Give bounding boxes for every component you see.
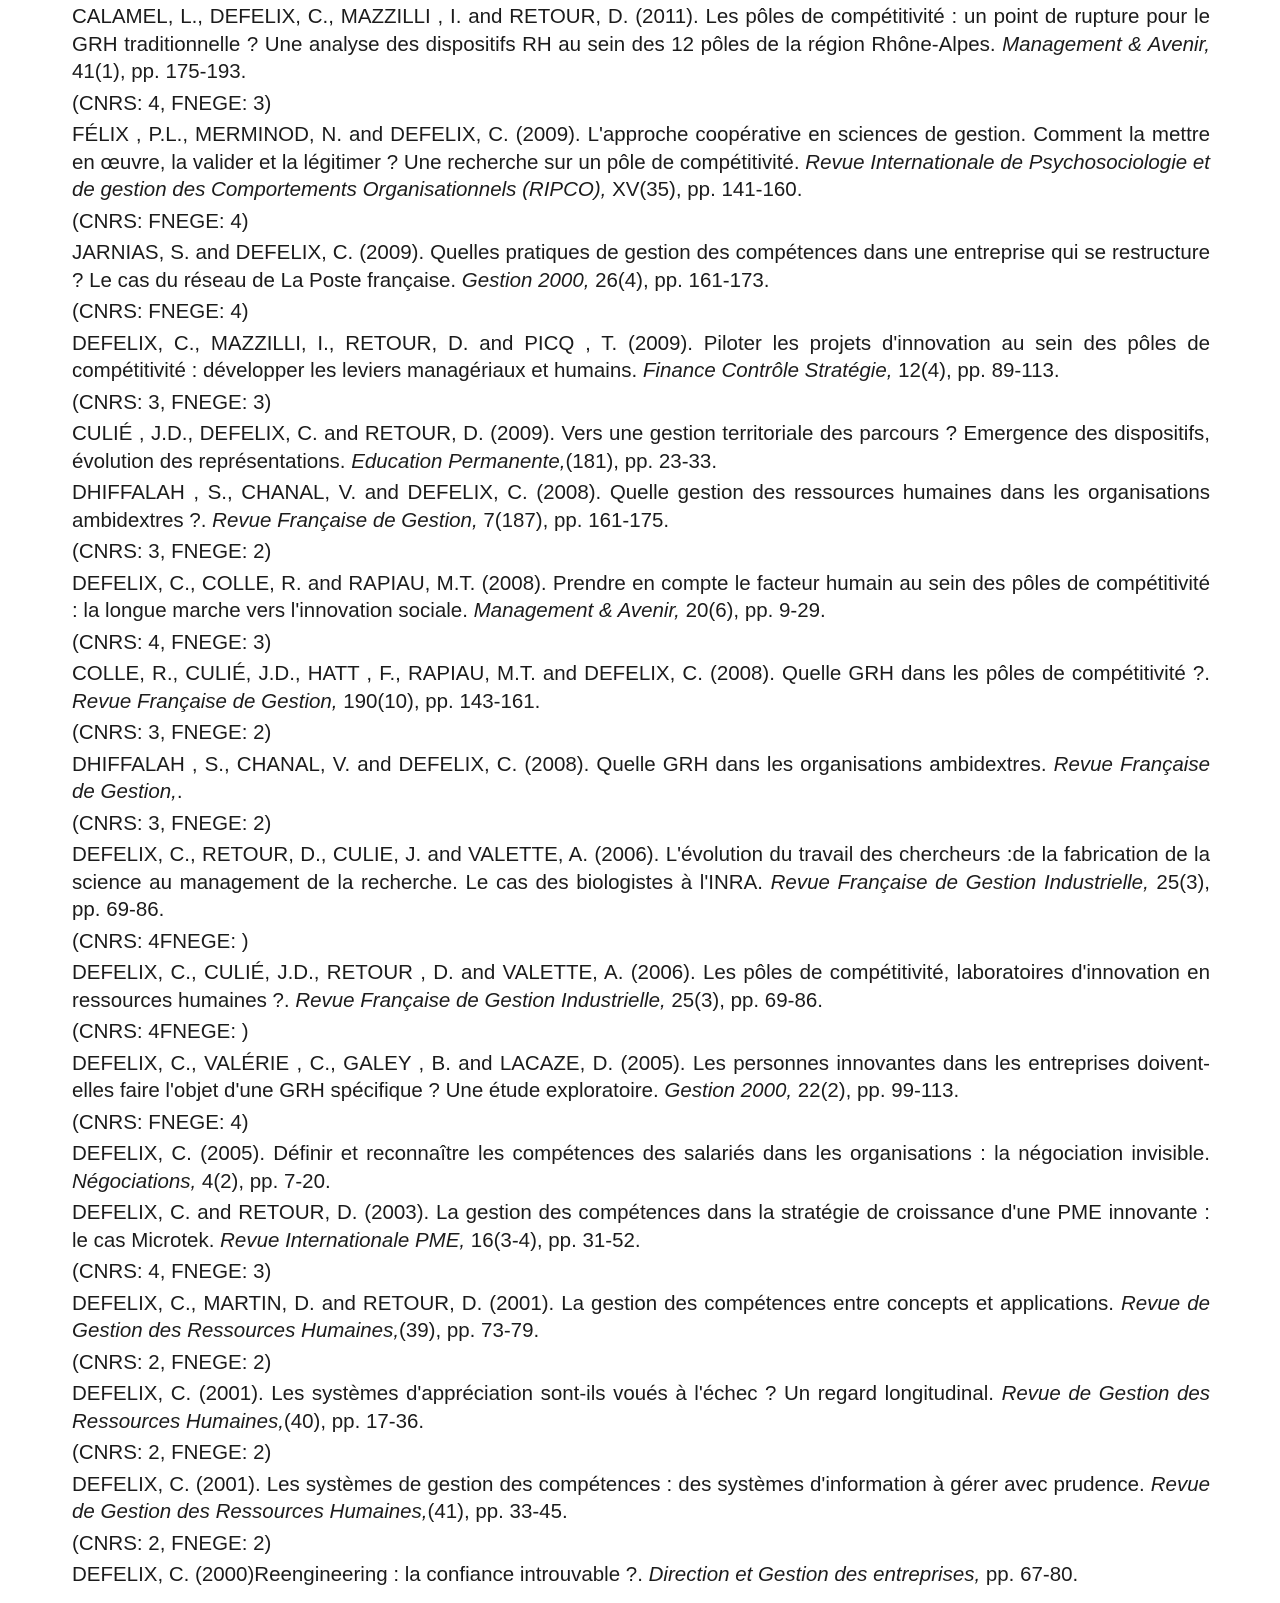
journal-name: Revue Française de Gestion, [72, 752, 1210, 803]
journal-name: Management & Avenir, [473, 599, 680, 622]
publication-entry [72, 1561, 1210, 1589]
publication-entry [72, 1199, 1210, 1254]
publication-entry [72, 751, 1210, 806]
publication-entry [72, 420, 1210, 475]
publication-entry [72, 570, 1210, 625]
citation-text: FÉLIX , P.L., MERMINOD, N. and DEFELIX, C. (2009). L'approche coopérative en sciences de gestion. Comment la mettre en œuvre, la valider et la légitimer ? Une recherche sur un pôle de compétitivité. [72, 123, 1210, 174]
journal-ranking-line: (CNRS: 2, FNEGE: 2) [72, 1531, 272, 1555]
citation-text: DEFELIX, C. (2000)Reengineering : la confiance introuvable ?. [72, 1563, 649, 1586]
citation-text: 25(3), pp. 69-86. [72, 870, 1210, 921]
citation-text: 16(3-4), pp. 31-52. [465, 1228, 641, 1252]
journal-name: Revue Internationale PME, [220, 1228, 466, 1252]
citation-text: DEFELIX, C., COLLE, R. and RAPIAU, M.T. (2008). Prendre en compte le facteur humain au sein des pôles de compétitivité : la longue marche vers l'innovation sociale. [72, 571, 1210, 622]
journal-ranking-line: (CNRS: 4FNEGE: ) [72, 1020, 249, 1043]
journal-ranking-line: (CNRS: 3, FNEGE: 3) [72, 390, 272, 414]
journal-name: Revue Française de Gestion, [212, 508, 478, 532]
citation-text: (39), pp. 73-79. [399, 1319, 540, 1342]
citation-text: (40), pp. 17-36. [283, 1409, 425, 1433]
citation-text: DEFELIX, C., CULIÉ, J.D., RETOUR , D. and VALETTE, A. (2006). Les pôles de compétitivité, laboratoires d'innovation en ressources humaines ?. [72, 961, 1210, 1012]
journal-ranking-line: (CNRS: 4, FNEGE: 3) [72, 1260, 272, 1283]
citation-text: DHIFFALAH , S., CHANAL, V. and DEFELIX, C. (2008). Quelle GRH dans les organisations ambidextres. [72, 752, 1054, 776]
publication-entry [72, 959, 1210, 1014]
citation-text: DEFELIX, C., VALÉRIE , C., GALEY , B. and LACAZE, D. (2005). Les personnes innovantes dans les entreprises doivent-elles faire l'objet d'une GRH spécifique ? Une étude exploratoire. [72, 1051, 1210, 1102]
publication-entry [72, 330, 1210, 385]
journal-name: Direction et Gestion des entreprises, [648, 1563, 981, 1586]
publication-entry [72, 121, 1210, 204]
journal-name: Revue Internationale de Psychosociologie et de gestion des Comportements Organisationnels (RIPCO), [72, 150, 1210, 201]
citation-text: DEFELIX, C., MARTIN, D. and RETOUR, D. (2001). La gestion des compétences entre concepts et applications. [72, 1291, 1121, 1315]
journal-name: Revue de Gestion des Ressources Humaines, [72, 1382, 1211, 1433]
citation-text: JARNIAS, S. and DEFELIX, C. (2009). Quelles pratiques de gestion des compétences dans une entreprise qui se restructure ? Le cas du réseau de La Poste française. [72, 241, 1210, 292]
journal-ranking-line: (CNRS: 3, FNEGE: 2) [72, 811, 272, 835]
journal-ranking-line: (CNRS: 2, FNEGE: 2) [72, 1441, 272, 1464]
citation-text: COLLE, R., CULIÉ, J.D., HATT , F., RAPIAU, M.T. and DEFELIX, C. (2008). Quelle GRH dans les pôles de compétitivité ?. [72, 662, 1210, 685]
journal-name: Revue Française de Gestion Industrielle, [770, 870, 1149, 894]
citation-text: DEFELIX, C., RETOUR, D., CULIE, J. and VALETTE, A. (2006). L'évolution du travail des chercheurs :de la fabrication de la science au management de la recherche. Le cas des biologistes à l'INRA. [72, 843, 1210, 894]
journal-name: Revue de Gestion des Ressources Humaines, [72, 1291, 1210, 1342]
citation-text: 12(4), pp. 89-113. [892, 359, 1060, 382]
journal-name: Revue Française de Gestion, [72, 689, 338, 713]
publication-entry [72, 660, 1210, 715]
journal-ranking-line: (CNRS: FNEGE: 4) [72, 1110, 249, 1134]
journal-ranking-line: (CNRS: FNEGE: 4) [72, 209, 249, 233]
journal-ranking-line: (CNRS: 3, FNEGE: 2) [72, 721, 272, 744]
citation-text: 7(187), pp. 161-175. [477, 508, 670, 532]
citation-text: DEFELIX, C. (2005). Définir et reconnaître les compétences des salariés dans les organisations : la négociation invisible. [72, 1142, 1210, 1165]
journal-name: Gestion 2000, [664, 1079, 793, 1102]
journal-ranking-line: (CNRS: 4, FNEGE: 3) [72, 630, 272, 654]
journal-ranking-line: (CNRS: 4, FNEGE: 3) [72, 91, 272, 115]
citation-text: DEFELIX, C. (2001). Les systèmes d'appréciation sont-ils voués à l'échec ? Un regard longitudinal. [72, 1382, 1002, 1405]
citation-text: 190(10), pp. 143-161. [337, 689, 541, 713]
journal-name: Education Permanente, [351, 449, 566, 473]
journal-name: Négociations, [72, 1169, 197, 1193]
citation-text: 4(2), pp. 7-20. [196, 1169, 331, 1193]
citation-text: XV(35), pp. 141-160. [606, 178, 803, 201]
citation-text: DEFELIX, C. (2001). Les systèmes de gestion des compétences : des systèmes d'information à gérer avec prudence. [72, 1472, 1151, 1496]
journal-ranking-line: (CNRS: FNEGE: 4) [72, 300, 249, 323]
publication-entry [72, 479, 1210, 534]
journal-name: Revue Française de Gestion Industrielle, [295, 988, 666, 1012]
journal-ranking-line: (CNRS: 4FNEGE: ) [72, 929, 249, 953]
citation-text: pp. 67-80. [980, 1563, 1079, 1586]
journal-name: Management & Avenir, [1002, 32, 1211, 56]
publication-entry [72, 1050, 1210, 1105]
citation-text: 20(6), pp. 9-29. [679, 599, 826, 622]
publication-entry [72, 1140, 1210, 1195]
journal-name: Gestion 2000, [461, 268, 590, 292]
citation-text: 41(1), pp. 175-193. [72, 60, 247, 83]
citation-text: CULIÉ , J.D., DEFELIX, C. and RETOUR, D. (2009). Vers une gestion territoriale des parcours ? Emergence des dispositifs, évolution des représentations. [72, 422, 1210, 473]
publication-entry [72, 1471, 1210, 1526]
citation-text: . [176, 780, 183, 803]
publication-entry [72, 841, 1210, 924]
journal-name: Finance Contrôle Stratégie, [642, 359, 893, 382]
citation-text: CALAMEL, L., DEFELIX, C., MAZZILLI , I. and RETOUR, D. (2011). Les pôles de compétitivité : un point de rupture pour le GRH traditionnelle ? Une analyse des dispositifs RH au sein des 12 pôles de la région Rhône-Alpes. [72, 5, 1210, 56]
journal-ranking-line: (CNRS: 2, FNEGE: 2) [72, 1350, 272, 1374]
publication-entry [72, 1290, 1210, 1345]
citation-text: DEFELIX, C., MAZZILLI, I., RETOUR, D. and PICQ , T. (2009). Piloter les projets d'innovation au sein des pôles de compétitivité : développer les leviers managériaux et humains. [72, 331, 1210, 382]
citation-text: 26(4), pp. 161-173. [589, 268, 770, 292]
citation-text: 25(3), pp. 69-86. [665, 988, 823, 1012]
publication-entry [72, 3, 1210, 86]
citation-text: DHIFFALAH , S., CHANAL, V. and DEFELIX, C. (2008). Quelle gestion des ressources humaines dans les organisations ambidextres ?. [72, 481, 1210, 532]
publication-entry [72, 1380, 1210, 1435]
publication-entry [72, 239, 1210, 294]
publication-list [72, 3, 1210, 1589]
citation-text: (181), pp. 23-33. [565, 449, 718, 473]
citation-text: 22(2), pp. 99-113. [792, 1079, 960, 1102]
journal-name: Revue de Gestion des Ressources Humaines, [72, 1472, 1210, 1523]
citation-text: DEFELIX, C. and RETOUR, D. (2003). La gestion des compétences dans la stratégie de croissance d'une PME innovante : le cas Microtek. [72, 1201, 1210, 1252]
journal-ranking-line: (CNRS: 3, FNEGE: 2) [72, 540, 272, 563]
citation-text: (41), pp. 33-45. [427, 1500, 568, 1523]
